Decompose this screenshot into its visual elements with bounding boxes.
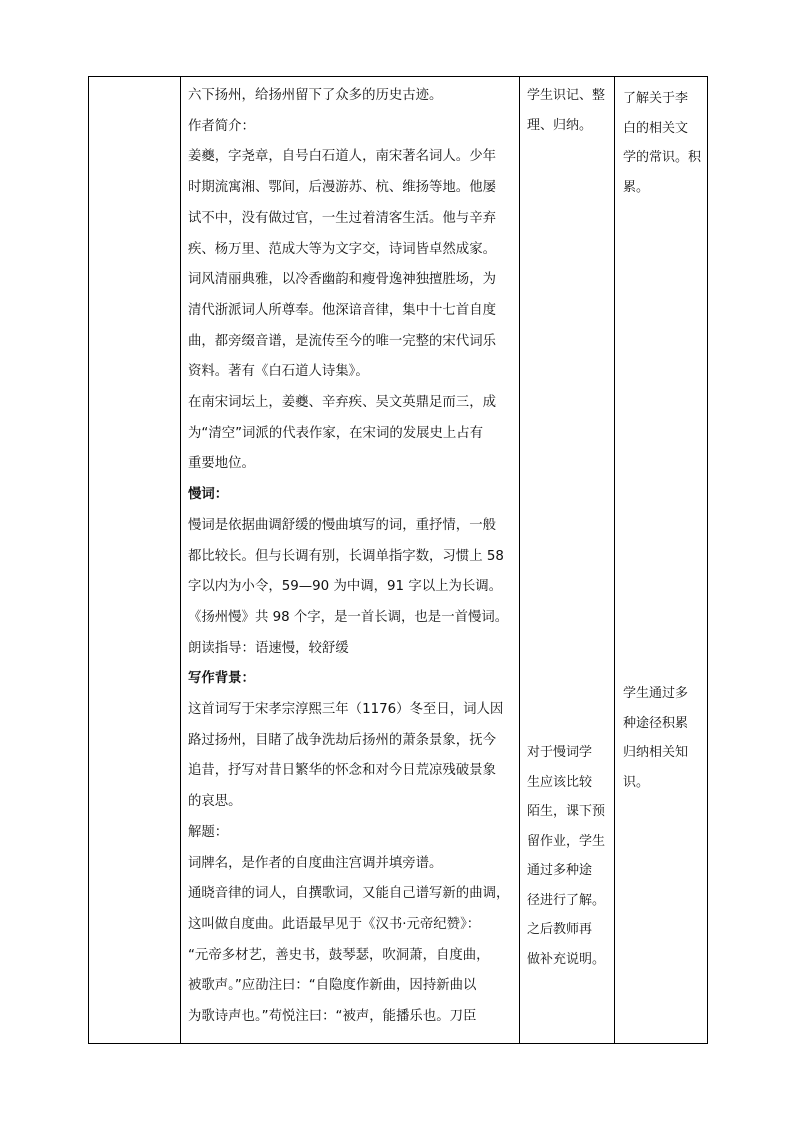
text-line: 种途径积累 (623, 715, 689, 731)
teaching-content-text (181, 77, 519, 1033)
text-line: 为“清空”词派的代表作家，在宋词的发展史上占有 (188, 425, 484, 441)
text-line: 疾、杨万里、范成大等为文字交，诗词皆卓然成家。 (188, 241, 496, 257)
design-intent-cell (615, 77, 708, 1044)
text-line: 留作业，学生 (527, 833, 606, 849)
text-line: 追昔，抒写对昔日繁华的怀念和对今日荒凉残破景象 (188, 763, 496, 779)
text-line: 解题： (188, 824, 229, 840)
text-line: 路过扬州，目睹了战争洗劫后扬州的萧条景象，抚今 (188, 732, 496, 748)
text-line: 时期流寓湘、鄂间，后漫游苏、杭、维扬等地。他屡 (188, 180, 496, 196)
student-activity-cell (520, 77, 615, 1044)
stage-cell (89, 77, 181, 1044)
text-line: 试不中，没有做过官，一生过着清客生活。他与辛弃 (188, 210, 496, 226)
student-activity-block-1 (527, 81, 608, 140)
text-line: 对于慢词学 (527, 745, 593, 760)
text-line: 写作背景： (188, 671, 255, 687)
text-line: “元帝多材艺，善史书，鼓琴瑟，吹洞萧，自度曲， (188, 947, 490, 963)
text-line: 作者简介： (188, 118, 255, 134)
text-line: 做补充说明。 (527, 951, 606, 967)
text-line: 之后教师再 (527, 922, 593, 937)
text-line: 的哀思。 (188, 794, 242, 810)
text-line: 朗读指导：语速慢，较舒缓 (188, 640, 349, 656)
text-line: 了解关于李 (623, 91, 689, 106)
text-line: 陌生，课下预 (527, 804, 606, 819)
text-line: 词牌名，是作者的自度曲注宫调并填旁谱。 (188, 855, 443, 871)
text-line: 白的相关文 (623, 120, 689, 136)
text-line: 生应该比较 (527, 774, 593, 790)
text-line: 曲，都旁缀音谱，是流传至今的唯一完整的宋代词乐 (188, 333, 496, 349)
text-line: 姜夔，字尧章，自号白石道人，南宋著名词人。少年 (188, 149, 496, 165)
text-line: 这叫做自度曲。此语最早见于《汉书·元帝纪赞》： (188, 916, 481, 932)
text-line: 在南宋词坛上，姜夔、辛弃疾、吴文英鼎足而三，成 (188, 395, 496, 411)
text-line: 识。 (623, 774, 650, 790)
text-line: 慢词： (188, 487, 229, 503)
text-line: 通过多种途 (527, 863, 593, 878)
text-line: 为歌诗声也。”苟悦注曰：“被声，能播乐也。刀臣 (188, 1009, 477, 1025)
text-line: 理、归纳。 (527, 117, 593, 133)
lesson-plan-table (88, 76, 708, 1044)
text-line: 资料。著有《白石道人诗集》。 (188, 364, 369, 380)
text-line: 学的常识。积 (623, 150, 702, 165)
text-line: 归纳相关知 (623, 745, 689, 760)
text-line: 六下扬州，给扬州留下了众多的历史古迹。 (188, 88, 443, 103)
text-line: 重要地位。 (188, 456, 255, 472)
text-line: 径进行了解。 (527, 892, 606, 908)
text-line: 累。 (623, 179, 650, 195)
text-line: 通晓音律的词人，自撰歌词，又能自己谱写新的曲调， (188, 886, 510, 902)
text-line: 被歌声。”应劭注曰：“自隐度作新曲，因持新曲以 (188, 978, 477, 994)
text-line: 学生通过多 (623, 686, 689, 701)
teaching-content-cell (181, 77, 520, 1044)
design-intent-block-2 (623, 679, 703, 797)
design-intent-text (615, 77, 707, 797)
student-activity-text (520, 77, 614, 974)
design-intent-block-1 (623, 84, 703, 202)
text-line: 学生识记、整 (527, 88, 606, 103)
text-line: 《扬州慢》共 98 个字，是一首长调，也是一首慢词。 (188, 609, 509, 625)
text-line: 词风清丽典雅，以冷香幽韵和瘦骨逸神独擅胜场，为 (188, 272, 496, 288)
text-line: 这首词写于宋孝宗淳熙三年（1176）冬至日，词人因 (188, 702, 504, 718)
student-activity-block-2 (527, 738, 608, 974)
text-line: 慢词是依据曲调舒缓的慢曲填写的词，重抒情，一般 (188, 517, 496, 533)
text-line: 清代浙派词人所尊奉。他深谙音律，集中十七首自度 (188, 302, 496, 318)
table-row (89, 77, 708, 1044)
text-line: 都比较长。但与长调有别，长调单指字数，习惯上 58 (188, 548, 504, 564)
text-line: 字以内为小令，59—90 为中调，91 字以上为长调。 (188, 579, 503, 595)
